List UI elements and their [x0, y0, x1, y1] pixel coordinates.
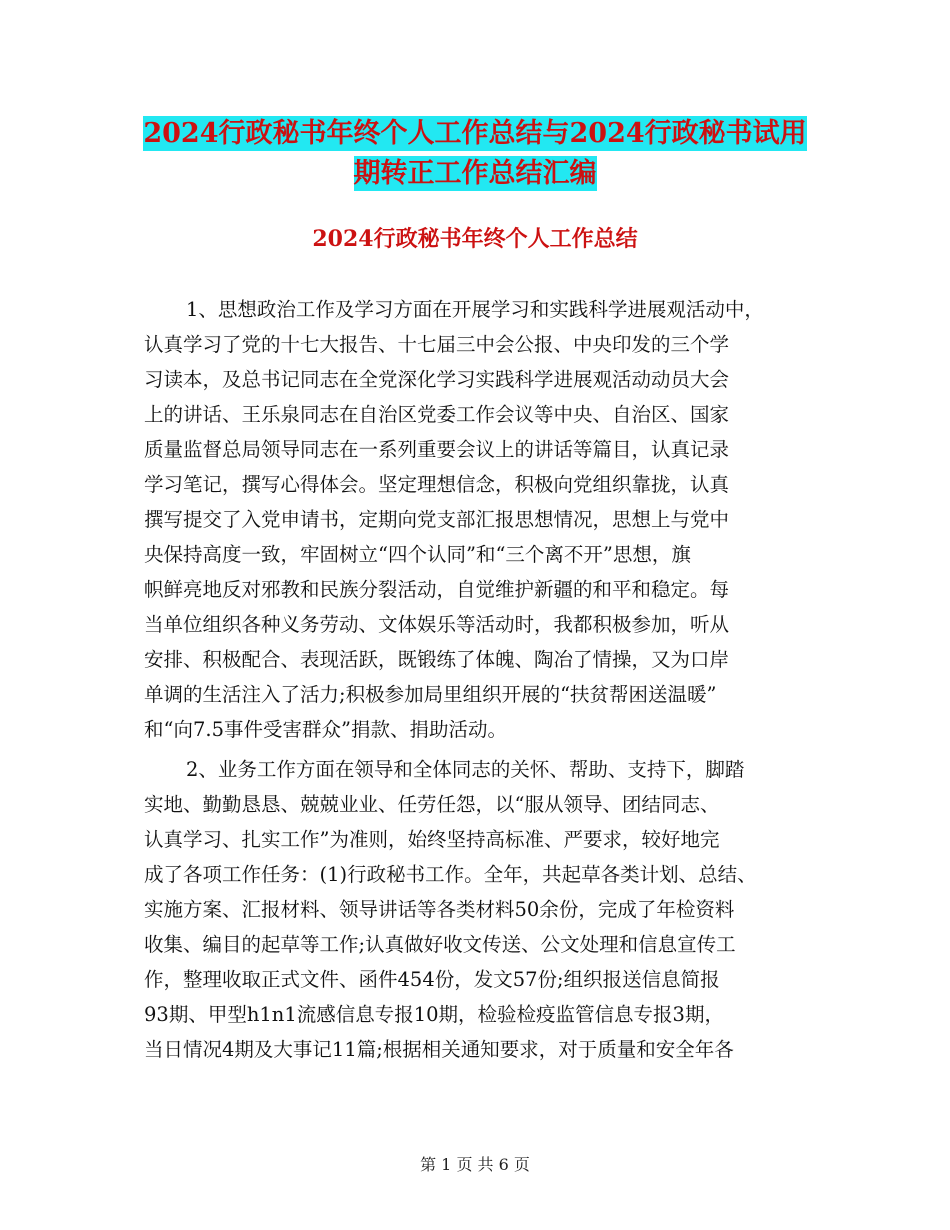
body-line: 帜鲜亮地反对邪教和民族分裂活动，自觉维护新疆的和平和稳定。每	[144, 578, 730, 601]
body-line: 撰写提交了入党申请书，定期向党支部汇报思想情况，思想上与党中	[144, 508, 730, 531]
body-line: 央保持高度一致，牢固树立“四个认同”和“三个离不开”思想，旗	[144, 543, 691, 566]
body-line: 收集、编目的起草等工作;认真做好收文传送、公文处理和信息宣传工	[144, 933, 736, 956]
body-line: 2、业务工作方面在领导和全体同志的关怀、帮助、支持下，脚踏	[186, 758, 745, 781]
body-line: 安排、积极配合、表现活跃，既锻练了体魄、陶冶了情操，又为口岸	[144, 648, 730, 671]
body-line: 认真学习了党的十七大报告、十七届三中会公报、中央印发的三个学	[144, 333, 730, 356]
body-line: 当日情况4期及大事记11篇;根据相关通知要求，对于质量和安全年各	[144, 1038, 734, 1061]
body-line: 当单位组织各种义务劳动、文体娱乐等活动时，我都积极参加，听从	[144, 613, 730, 636]
body-line: 1、思想政治工作及学习方面在开展学习和实践科学进展观活动中，	[186, 298, 764, 321]
title-highlight-1: 2024行政秘书年终个人工作总结与2024行政秘书试用	[143, 118, 807, 149]
body-line: 实施方案、汇报材料、领导讲话等各类材料50余份，完成了年检资料	[144, 898, 735, 921]
body-line: 和“向7.5事件受害群众”捐款、捐助活动。	[144, 718, 507, 741]
body-line: 学习笔记，撰写心得体会。坚定理想信念，积极向党组织靠拢，认真	[144, 473, 730, 496]
body-line: 作，整理收取正式文件、函件454份，发文57份;组织报送信息简报	[144, 968, 720, 991]
body-line: 实地、勤勤恳恳、兢兢业业、任劳任怨，以“服从领导、团结同志、	[144, 793, 720, 816]
body-line: 上的讲话、王乐泉同志在自治区党委工作会议等中央、自治区、国家	[144, 403, 730, 426]
section-title: 2024行政秘书年终个人工作总结	[312, 226, 638, 252]
page-footer: 第 1 页 共 6 页	[420, 1155, 530, 1174]
body-line: 成了各项工作任务：(1)行政秘书工作。全年，共起草各类计划、总结、	[144, 863, 757, 886]
document-title-line-2	[0, 152, 950, 196]
document-title-line-1	[0, 112, 950, 156]
body-line: 93期、甲型h1n1流感信息专报10期，检验检疫监管信息专报3期，	[144, 1003, 724, 1026]
body-line: 质量监督总局领导同志在一系列重要会议上的讲话等篇目，认真记录	[144, 438, 730, 461]
title-highlight-2: 期转正工作总结汇编	[353, 158, 597, 189]
body-line: 习读本，及总书记同志在全党深化学习实践科学进展观活动动员大会	[144, 368, 730, 391]
body-line: 单调的生活注入了活力;积极参加局里组织开展的“扶贫帮困送温暖”	[144, 683, 717, 706]
body-line: 认真学习、扎实工作”为准则，始终坚持高标准、严要求，较好地完	[144, 828, 720, 851]
